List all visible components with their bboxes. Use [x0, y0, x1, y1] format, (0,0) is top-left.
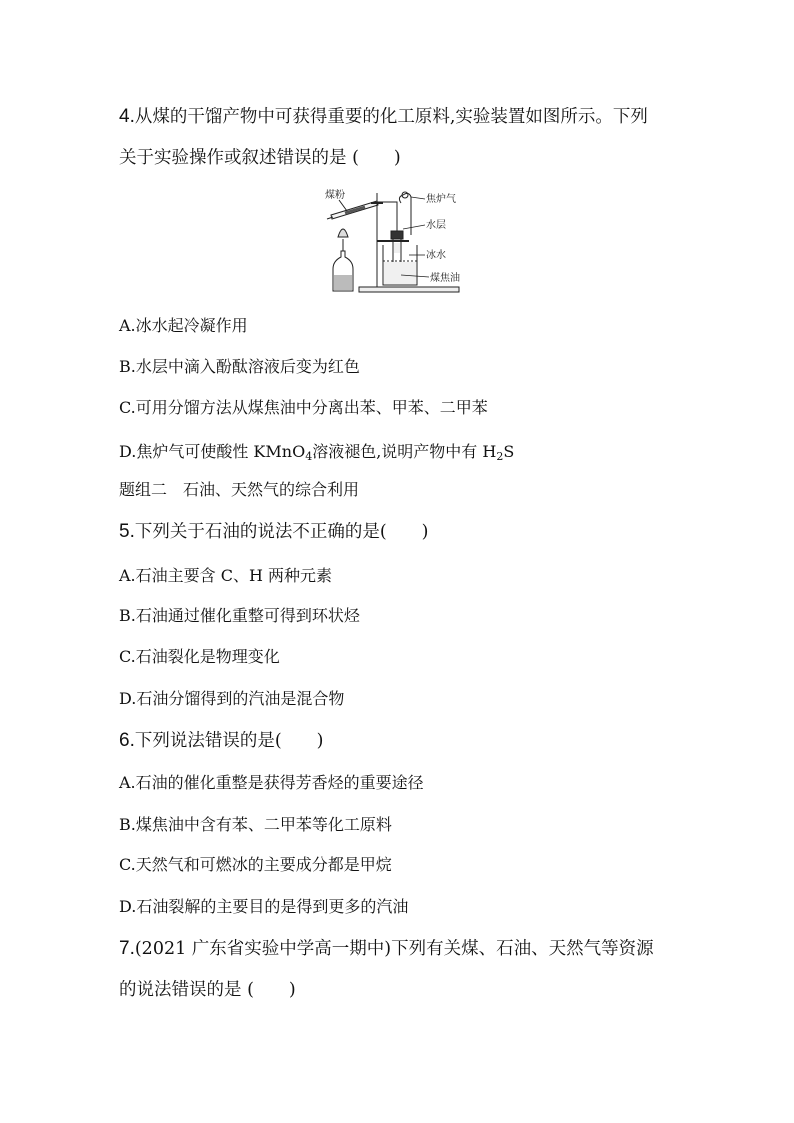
q4-stem-text1: 从煤的干馏产物中可获得重要的化工原料,实验装置如图所示。下列 [134, 107, 648, 127]
q7-stem-line2 [119, 980, 296, 1000]
q4-answer-paren: ( ) [352, 148, 401, 168]
q4-option-d [119, 442, 514, 462]
label-ice-water: 冰水 [426, 250, 446, 261]
q6-option-c: C.天然气和可燃冰的主要成分都是甲烷 [119, 855, 392, 874]
q4-stem-line1 [119, 107, 648, 127]
q7-stem-line1 [119, 939, 654, 959]
delivery-tube-icon [377, 192, 411, 237]
q5-option-c: C.石油裂化是物理变化 [119, 647, 280, 666]
q6-option-a: A.石油的催化重整是获得芳香烃的重要途径 [119, 773, 424, 792]
q6-stem-text: 下列说法错误的是( ) [134, 731, 324, 751]
q6-number: 6. [119, 730, 135, 751]
q7-answer-paren: ( ) [247, 980, 296, 1000]
q6-option-d: D.石油裂解的主要目的是得到更多的汽油 [119, 897, 409, 916]
q4-option-d-sub1: 4 [305, 450, 313, 463]
q6-option-b: B.煤焦油中含有苯、二甲苯等化工原料 [119, 815, 392, 834]
label-coke-oven-gas: 焦炉气 [426, 194, 456, 205]
q5-option-a: A.石油主要含 C、H 两种元素 [119, 566, 333, 585]
q4-option-b: B.水层中滴入酚酞溶液后变为红色 [119, 357, 360, 376]
q4-stem-line2 [119, 148, 401, 168]
q4-stem-text2: 关于实验操作或叙述错误的是 [119, 148, 347, 168]
label-water-layer: 水层 [426, 220, 446, 231]
q4-option-d-mid: 溶液褪色,说明产物中有 H [312, 442, 497, 461]
q6-stem [119, 731, 324, 751]
q7-number: 7. [119, 938, 135, 959]
q7-stem-text1: (2021 广东省实验中学高一期中)下列有关煤、石油、天然气等资源 [134, 939, 654, 959]
q4-option-a: A.冰水起冷凝作用 [119, 316, 248, 335]
q5-number: 5. [119, 521, 135, 542]
q4-option-c: C.可用分馏方法从煤焦油中分离出苯、甲苯、二甲苯 [119, 398, 488, 417]
q5-stem-text: 下列关于石油的说法不正确的是( ) [134, 522, 429, 542]
q4-number: 4. [119, 106, 135, 127]
q4-option-d-post: S [503, 442, 515, 461]
q5-option-d: D.石油分馏得到的汽油是混合物 [119, 689, 345, 708]
q4-option-d-pre: D.焦炉气可使酸性 KMnO [119, 442, 306, 461]
q5-stem [119, 522, 429, 542]
q5-option-b: B.石油通过催化重整可得到环状烃 [119, 606, 360, 625]
alcohol-lamp-icon [333, 229, 353, 291]
label-coal-tar: 煤焦油 [430, 273, 460, 284]
label-coal-powder: 煤粉 [325, 190, 345, 201]
q7-stem-text2: 的说法错误的是 [119, 980, 242, 1000]
section-heading: 题组二 石油、天然气的综合利用 [119, 480, 360, 499]
dry-distillation-apparatus-figure [325, 185, 475, 297]
q4-option-d-sub2: 2 [496, 450, 504, 463]
hard-glass-tube-icon [325, 188, 378, 219]
